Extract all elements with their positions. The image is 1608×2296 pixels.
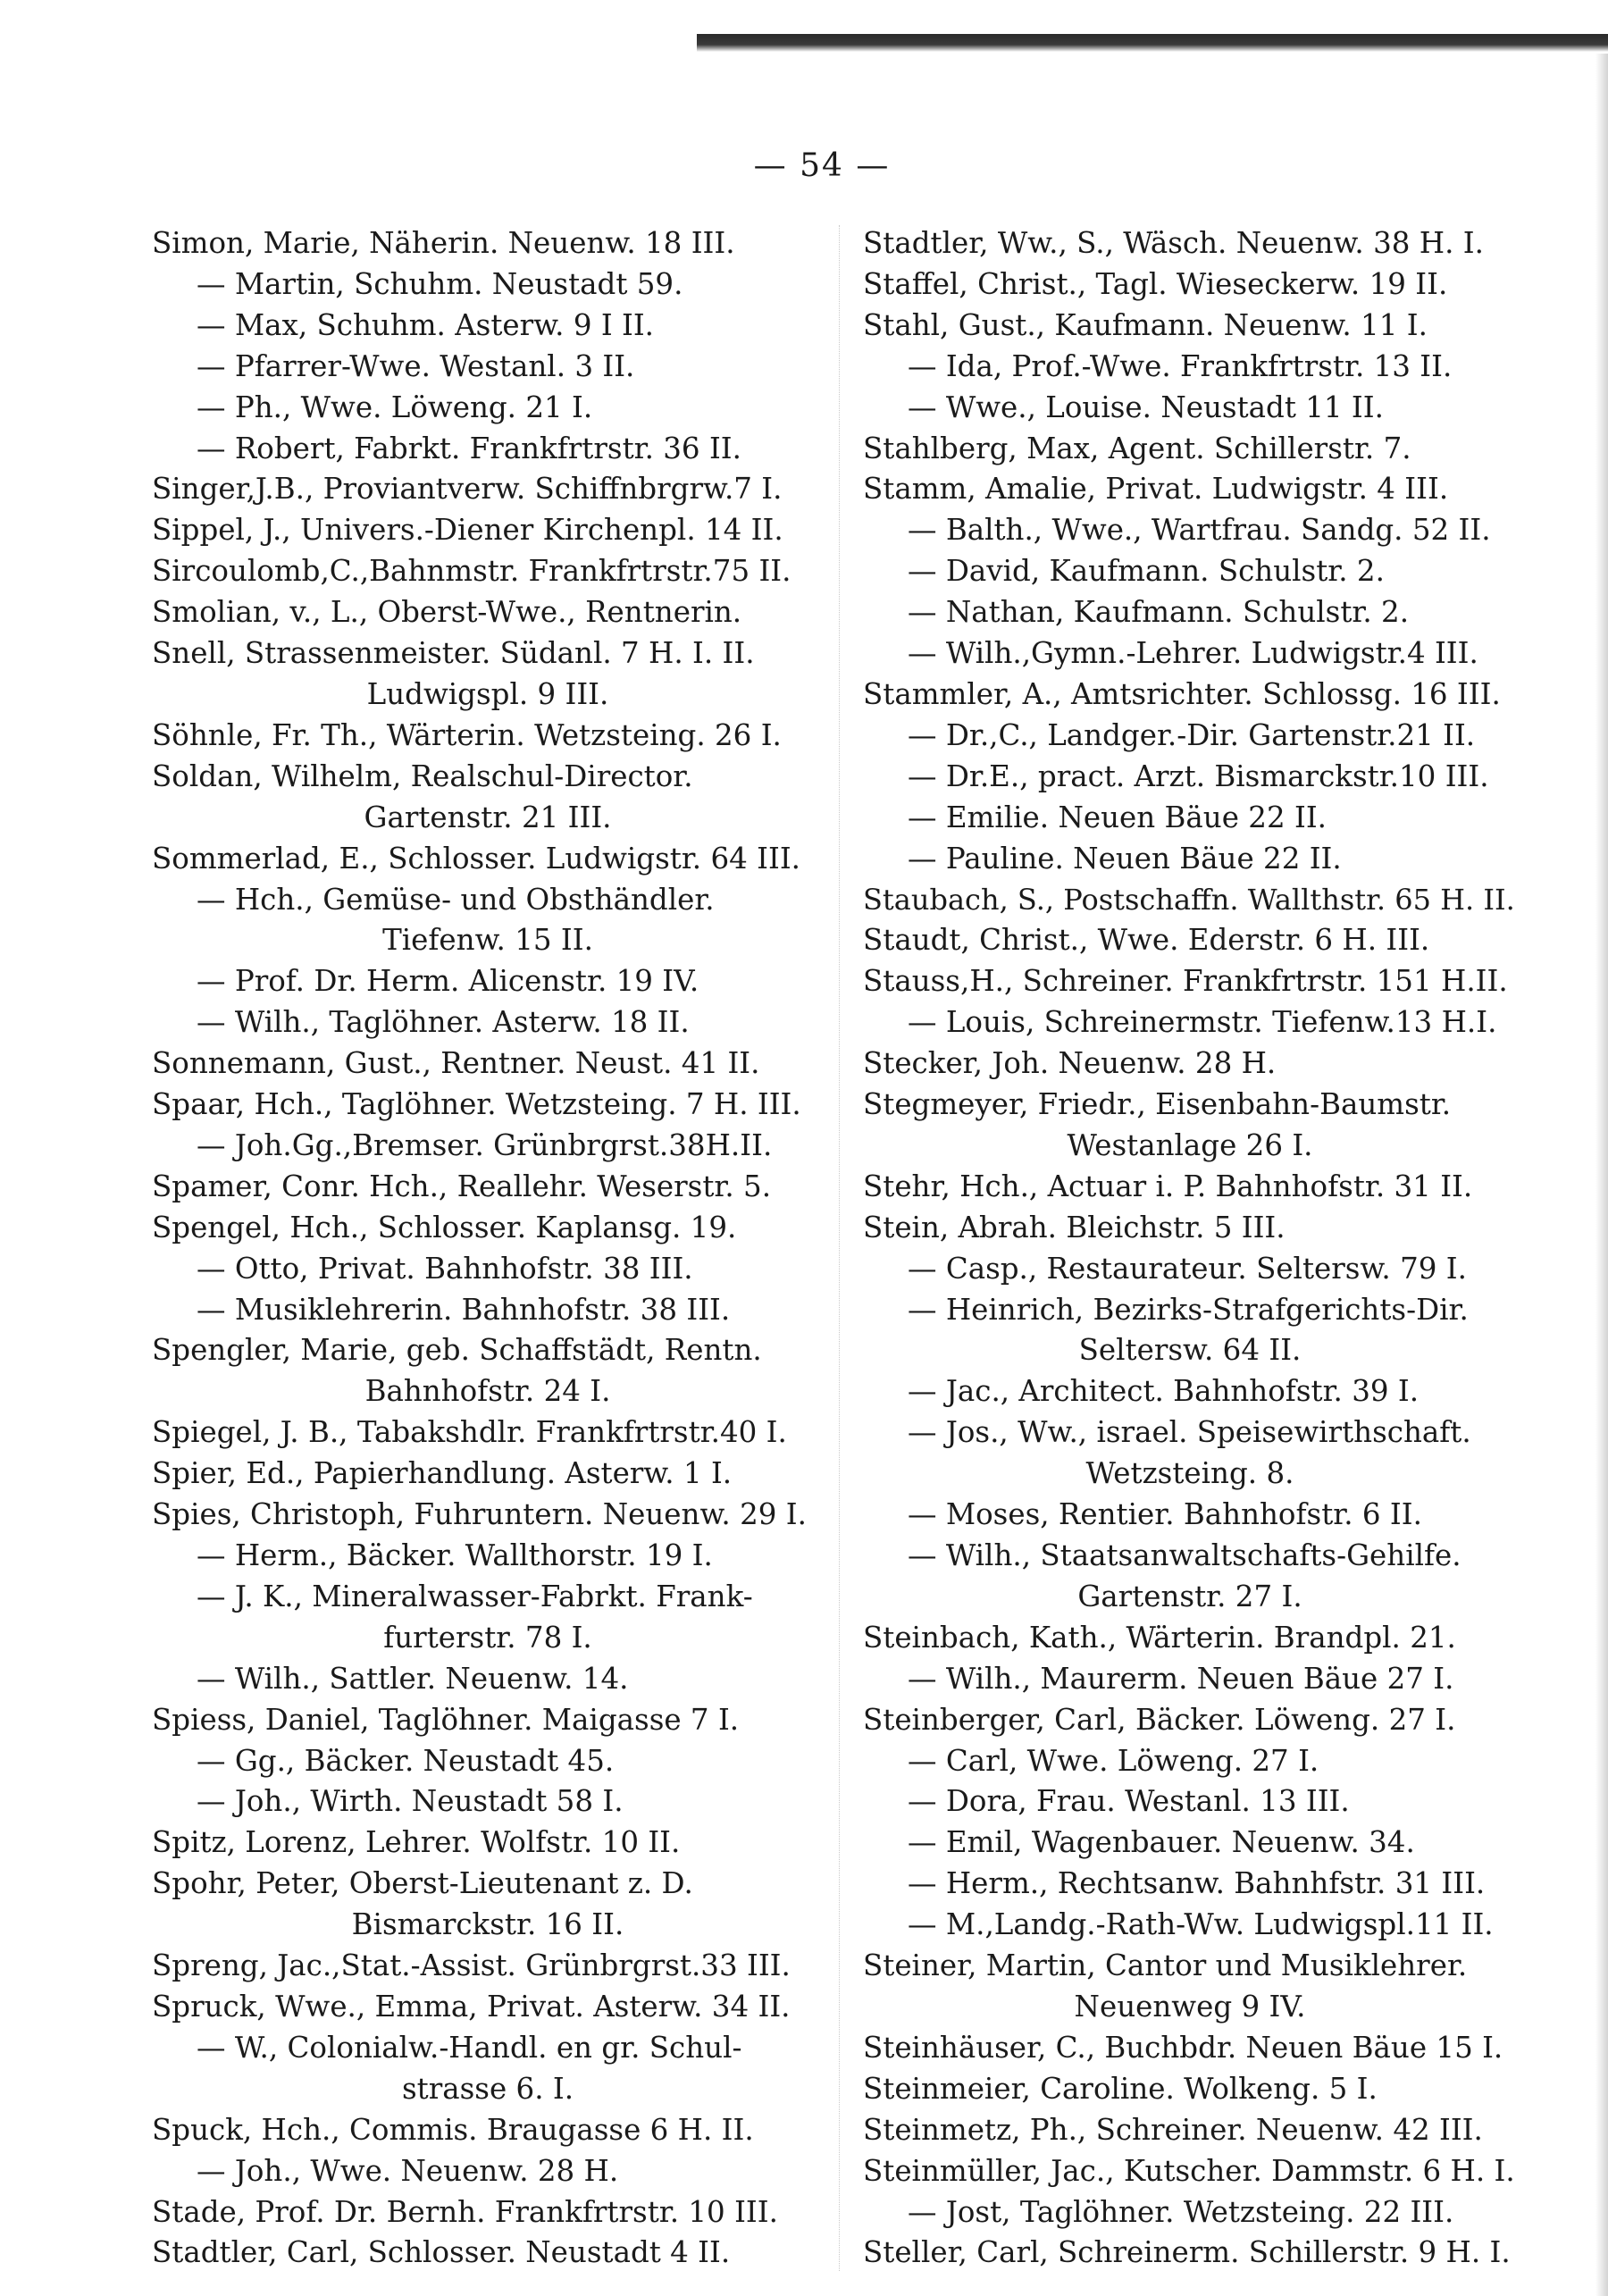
right-column-entry-line: Stauss,H., Schreiner. Frankfrtrstr. 151 H.II. — [863, 964, 1508, 999]
left-column-entry-line: Spruck, Wwe., Emma, Privat. Asterw. 34 II. — [152, 1989, 791, 2024]
right-column-entry-line: — Wilh.,Gymn.-Lehrer. Ludwigstr.4 III. — [908, 636, 1478, 671]
right-column-entry-line: — Casp., Restaurateur. Seltersw. 79 I. — [908, 1251, 1467, 1286]
right-column-entry-line: — Emil, Wagenbauer. Neuenw. 34. — [908, 1825, 1415, 1860]
left-column-entry-line: Spengel, Hch., Schlosser. Kaplansg. 19. — [152, 1210, 737, 1244]
right-column-entry-line: — Emilie. Neuen Bäue 22 II. — [908, 800, 1327, 834]
right-column-entry-line: Stegmeyer, Friedr., Eisenbahn-Baumstr. — [863, 1087, 1452, 1122]
right-column-entry-line: Stammler, A., Amtsrichter. Schlossg. 16 III. — [863, 676, 1501, 711]
left-column-entry-line: Bahnhofstr. 24 I. — [364, 1374, 611, 1409]
left-column-entry-line: Spengler, Marie, geb. Schaffstädt, Rentn. — [152, 1333, 762, 1368]
right-column-entry-line: — Heinrich, Bezirks-Strafgerichts-Dir. — [908, 1292, 1469, 1327]
left-column-entry-line: — Robert, Fabrkt. Frankfrtrstr. 36 II. — [197, 431, 741, 465]
right-column-entry-line: — David, Kaufmann. Schulstr. 2. — [908, 554, 1385, 589]
right-column-entry-line: — M.,Landg.-Rath-Ww. Ludwigspl.11 II. — [908, 1907, 1494, 1942]
left-column-entry-line: Gartenstr. 21 III. — [364, 800, 612, 834]
left-column-entry-line: — Prof. Dr. Herm. Alicenstr. 19 IV. — [197, 964, 699, 999]
right-column-entry-line: Steiner, Martin, Cantor und Musiklehrer. — [863, 1948, 1468, 1983]
right-column-entry-line: Stahlberg, Max, Agent. Schillerstr. 7. — [863, 431, 1411, 465]
left-column-entry-line: — Joh., Wirth. Neustadt 58 I. — [197, 1784, 624, 1819]
right-column-entry-line: — Dora, Frau. Westanl. 13 III. — [908, 1784, 1350, 1819]
left-column-entry-line: Soldan, Wilhelm, Realschul-Director. — [152, 758, 693, 793]
right-column-entry-line: Wetzsteing. 8. — [1085, 1456, 1294, 1491]
left-column-entry-line: — Herm., Bäcker. Wallthorstr. 19 I. — [197, 1538, 713, 1572]
right-column-entry-line: Neuenweg 9 IV. — [1074, 1989, 1306, 2024]
column-divider — [839, 225, 840, 2271]
left-column-entry-line: Snell, Strassenmeister. Südanl. 7 H. I. II. — [152, 636, 755, 671]
right-column-entry-line: — Jost, Taglöhner. Wetzsteing. 22 III. — [908, 2194, 1454, 2229]
left-column-entry-line: — Wilh., Taglöhner. Asterw. 18 II. — [197, 1005, 690, 1040]
right-column-entry-line: Stadtler, Ww., S., Wäsch. Neuenw. 38 H. I. — [863, 226, 1484, 260]
right-column-entry-line: — Jac., Architect. Bahnhofstr. 39 I. — [908, 1374, 1420, 1409]
left-column-entry-line: — Gg., Bäcker. Neustadt 45. — [197, 1743, 615, 1778]
left-column-entry-line: — W., Colonialw.-Handl. en gr. Schul- — [197, 2030, 742, 2065]
right-column-entry-line: — Wwe., Louise. Neustadt 11 II. — [908, 390, 1384, 424]
left-column-entry-line: Söhnle, Fr. Th., Wärterin. Wetzsteing. 26 I. — [152, 717, 782, 752]
right-column-entry-line: — Herm., Rechtsanw. Bahnhfstr. 31 III. — [908, 1866, 1486, 1901]
scan-edge-right — [1595, 54, 1608, 2296]
right-column-entry-line: Steinbach, Kath., Wärterin. Brandpl. 21. — [863, 1620, 1456, 1655]
right-column-entry-line: — Jos., Ww., israel. Speisewirthschaft. — [908, 1415, 1471, 1450]
left-column-entry-line: Sippel, J., Univers.-Diener Kirchenpl. 14 II. — [152, 513, 783, 548]
left-column-entry-line: — Pfarrer-Wwe. Westanl. 3 II. — [197, 348, 635, 383]
left-column-entry-line: Spier, Ed., Papierhandlung. Asterw. 1 I. — [152, 1456, 733, 1491]
scan-edge-top — [697, 34, 1608, 52]
right-column-entry-line: Staffel, Christ., Tagl. Wieseckerw. 19 II. — [863, 266, 1448, 301]
right-column-entry-line: Steinmüller, Jac., Kutscher. Dammstr. 6 H. I. — [863, 2153, 1515, 2188]
right-column-entry-line: — Dr.E., pract. Arzt. Bismarckstr.10 III. — [908, 758, 1489, 793]
right-column-entry-line: Steinberger, Carl, Bäcker. Löweng. 27 I. — [863, 1702, 1456, 1737]
right-column-entry-line: — Moses, Rentier. Bahnhofstr. 6 II. — [908, 1497, 1422, 1532]
right-column-entry-line: Stecker, Joh. Neuenw. 28 H. — [863, 1046, 1277, 1081]
right-column-entry-line: — Pauline. Neuen Bäue 22 II. — [908, 841, 1342, 876]
right-column-entry-line: Gartenstr. 27 I. — [1077, 1579, 1302, 1613]
right-column — [863, 225, 1517, 2271]
right-column-entry-line: Staudt, Christ., Wwe. Ederstr. 6 H. III. — [863, 923, 1430, 958]
left-column-entry-line: Spiess, Daniel, Taglöhner. Maigasse 7 I. — [152, 1702, 740, 1737]
left-column-entry-line: strasse 6. I. — [401, 2071, 574, 2106]
right-column-entry-line: — Nathan, Kaufmann. Schulstr. 2. — [908, 595, 1410, 630]
left-column-entry-line: Bismarckstr. 16 II. — [351, 1907, 624, 1942]
left-column-entry-line: Spohr, Peter, Oberst-Lieutenant z. D. — [152, 1866, 693, 1901]
right-column-entry-line: Stein, Abrah. Bleichstr. 5 III. — [863, 1210, 1286, 1244]
left-column-entry-line: Sommerlad, E., Schlosser. Ludwigstr. 64 III. — [152, 841, 800, 876]
left-column-entry-line: Tiefenw. 15 II. — [382, 923, 593, 958]
left-column-entry-line: — Max, Schuhm. Asterw. 9 I II. — [197, 307, 655, 342]
right-column-entry-line: Steinhäuser, C., Buchbdr. Neuen Bäue 15 I. — [863, 2030, 1503, 2065]
left-column-entry-line: Spitz, Lorenz, Lehrer. Wolfstr. 10 II. — [152, 1825, 681, 1860]
right-column-entry-line: Steller, Carl, Schreinerm. Schillerstr. 9 H. I. — [863, 2235, 1511, 2270]
left-column-entry-line: Spuck, Hch., Commis. Braugasse 6 H. II. — [152, 2112, 754, 2147]
left-column-entry-line: — Hch., Gemüse- und Obsthändler. — [197, 882, 715, 917]
left-column-entry-line: Stadtler, Carl, Schlosser. Neustadt 4 II. — [152, 2235, 731, 2270]
left-column-entry-line: — Joh.Gg.,Bremser. Grünbrgrst.38H.II. — [197, 1127, 773, 1162]
left-column-entry-line: Ludwigspl. 9 III. — [366, 676, 609, 711]
left-column-entry-line: Spies, Christoph, Fuhruntern. Neuenw. 29 I. — [152, 1497, 807, 1532]
left-column-entry-line: — Otto, Privat. Bahnhofstr. 38 III. — [197, 1251, 693, 1286]
left-column-entry-line: — J. K., Mineralwasser-Fabrkt. Frank- — [197, 1579, 753, 1613]
left-column-entry-line: — Musiklehrerin. Bahnhofstr. 38 III. — [197, 1292, 731, 1327]
left-column-entry-line: Spreng, Jac.,Stat.-Assist. Grünbrgrst.33 III. — [152, 1948, 791, 1983]
left-column-entry-line: — Joh., Wwe. Neuenw. 28 H. — [197, 2153, 619, 2188]
right-column-entry-line: Steinmetz, Ph., Schreiner. Neuenw. 42 III. — [863, 2112, 1483, 2147]
right-column-entry-line: Stehr, Hch., Actuar i. P. Bahnhofstr. 31 II. — [863, 1169, 1473, 1203]
right-column-entry-line: Stamm, Amalie, Privat. Ludwigstr. 4 III. — [863, 472, 1449, 507]
right-column-entry-line: — Dr.,C., Landger.-Dir. Gartenstr.21 II. — [908, 717, 1476, 752]
left-column-entry-line: Smolian, v., L., Oberst-Wwe., Rentnerin. — [152, 595, 742, 630]
left-column-entry-line: Sonnemann, Gust., Rentner. Neust. 41 II. — [152, 1046, 760, 1081]
right-column-entry-line: Staubach, S., Postschaffn. Wallthstr. 65 H. II. — [863, 882, 1515, 917]
left-column-entry-line: Stade, Prof. Dr. Bernh. Frankfrtrstr. 10 III. — [152, 2194, 778, 2229]
right-column-entry-line: — Wilh., Maurerm. Neuen Bäue 27 I. — [908, 1661, 1454, 1696]
right-column-entry-line: — Wilh., Staatsanwaltschafts-Gehilfe. — [908, 1538, 1461, 1572]
page-number: — 54 — — [753, 147, 891, 184]
left-column-entry-line: — Martin, Schuhm. Neustadt 59. — [197, 266, 683, 301]
right-column-entry-line: — Carl, Wwe. Löweng. 27 I. — [908, 1743, 1319, 1778]
left-column-entry-line: — Wilh., Sattler. Neuenw. 14. — [197, 1661, 629, 1696]
left-column-entry-line: Sircoulomb,C.,Bahnmstr. Frankfrtrstr.75 II. — [152, 554, 791, 589]
right-column-entry-line: Seltersw. 64 II. — [1078, 1333, 1302, 1368]
left-column-entry-line: — Ph., Wwe. Löweng. 21 I. — [197, 390, 593, 424]
right-column-entry-line: Westanlage 26 I. — [1067, 1127, 1313, 1162]
right-column-entry-line: — Ida, Prof.-Wwe. Frankfrtrstr. 13 II. — [908, 348, 1453, 383]
left-column — [152, 225, 824, 2271]
left-column-entry-line: Spaar, Hch., Taglöhner. Wetzsteing. 7 H. III. — [152, 1087, 801, 1122]
right-column-entry-line: — Louis, Schreinermstr. Tiefenw.13 H.I. — [908, 1005, 1497, 1040]
right-column-entry-line: — Balth., Wwe., Wartfrau. Sandg. 52 II. — [908, 513, 1491, 548]
left-column-entry-line: Spiegel, J. B., Tabakshdlr. Frankfrtrstr.40 I. — [152, 1415, 787, 1450]
right-column-entry-line: Stahl, Gust., Kaufmann. Neuenw. 11 I. — [863, 307, 1428, 342]
left-column-entry-line: Spamer, Conr. Hch., Reallehr. Weserstr. 5. — [152, 1169, 772, 1203]
right-column-entry-line: Steinmeier, Caroline. Wolkeng. 5 I. — [863, 2071, 1378, 2106]
left-column-entry-line: furterstr. 78 I. — [383, 1620, 592, 1655]
left-column-entry-line: Simon, Marie, Näherin. Neuenw. 18 III. — [152, 226, 735, 260]
left-column-entry-line: Singer,J.B., Proviantverw. Schiffnbrgrw.7 I. — [152, 472, 783, 507]
